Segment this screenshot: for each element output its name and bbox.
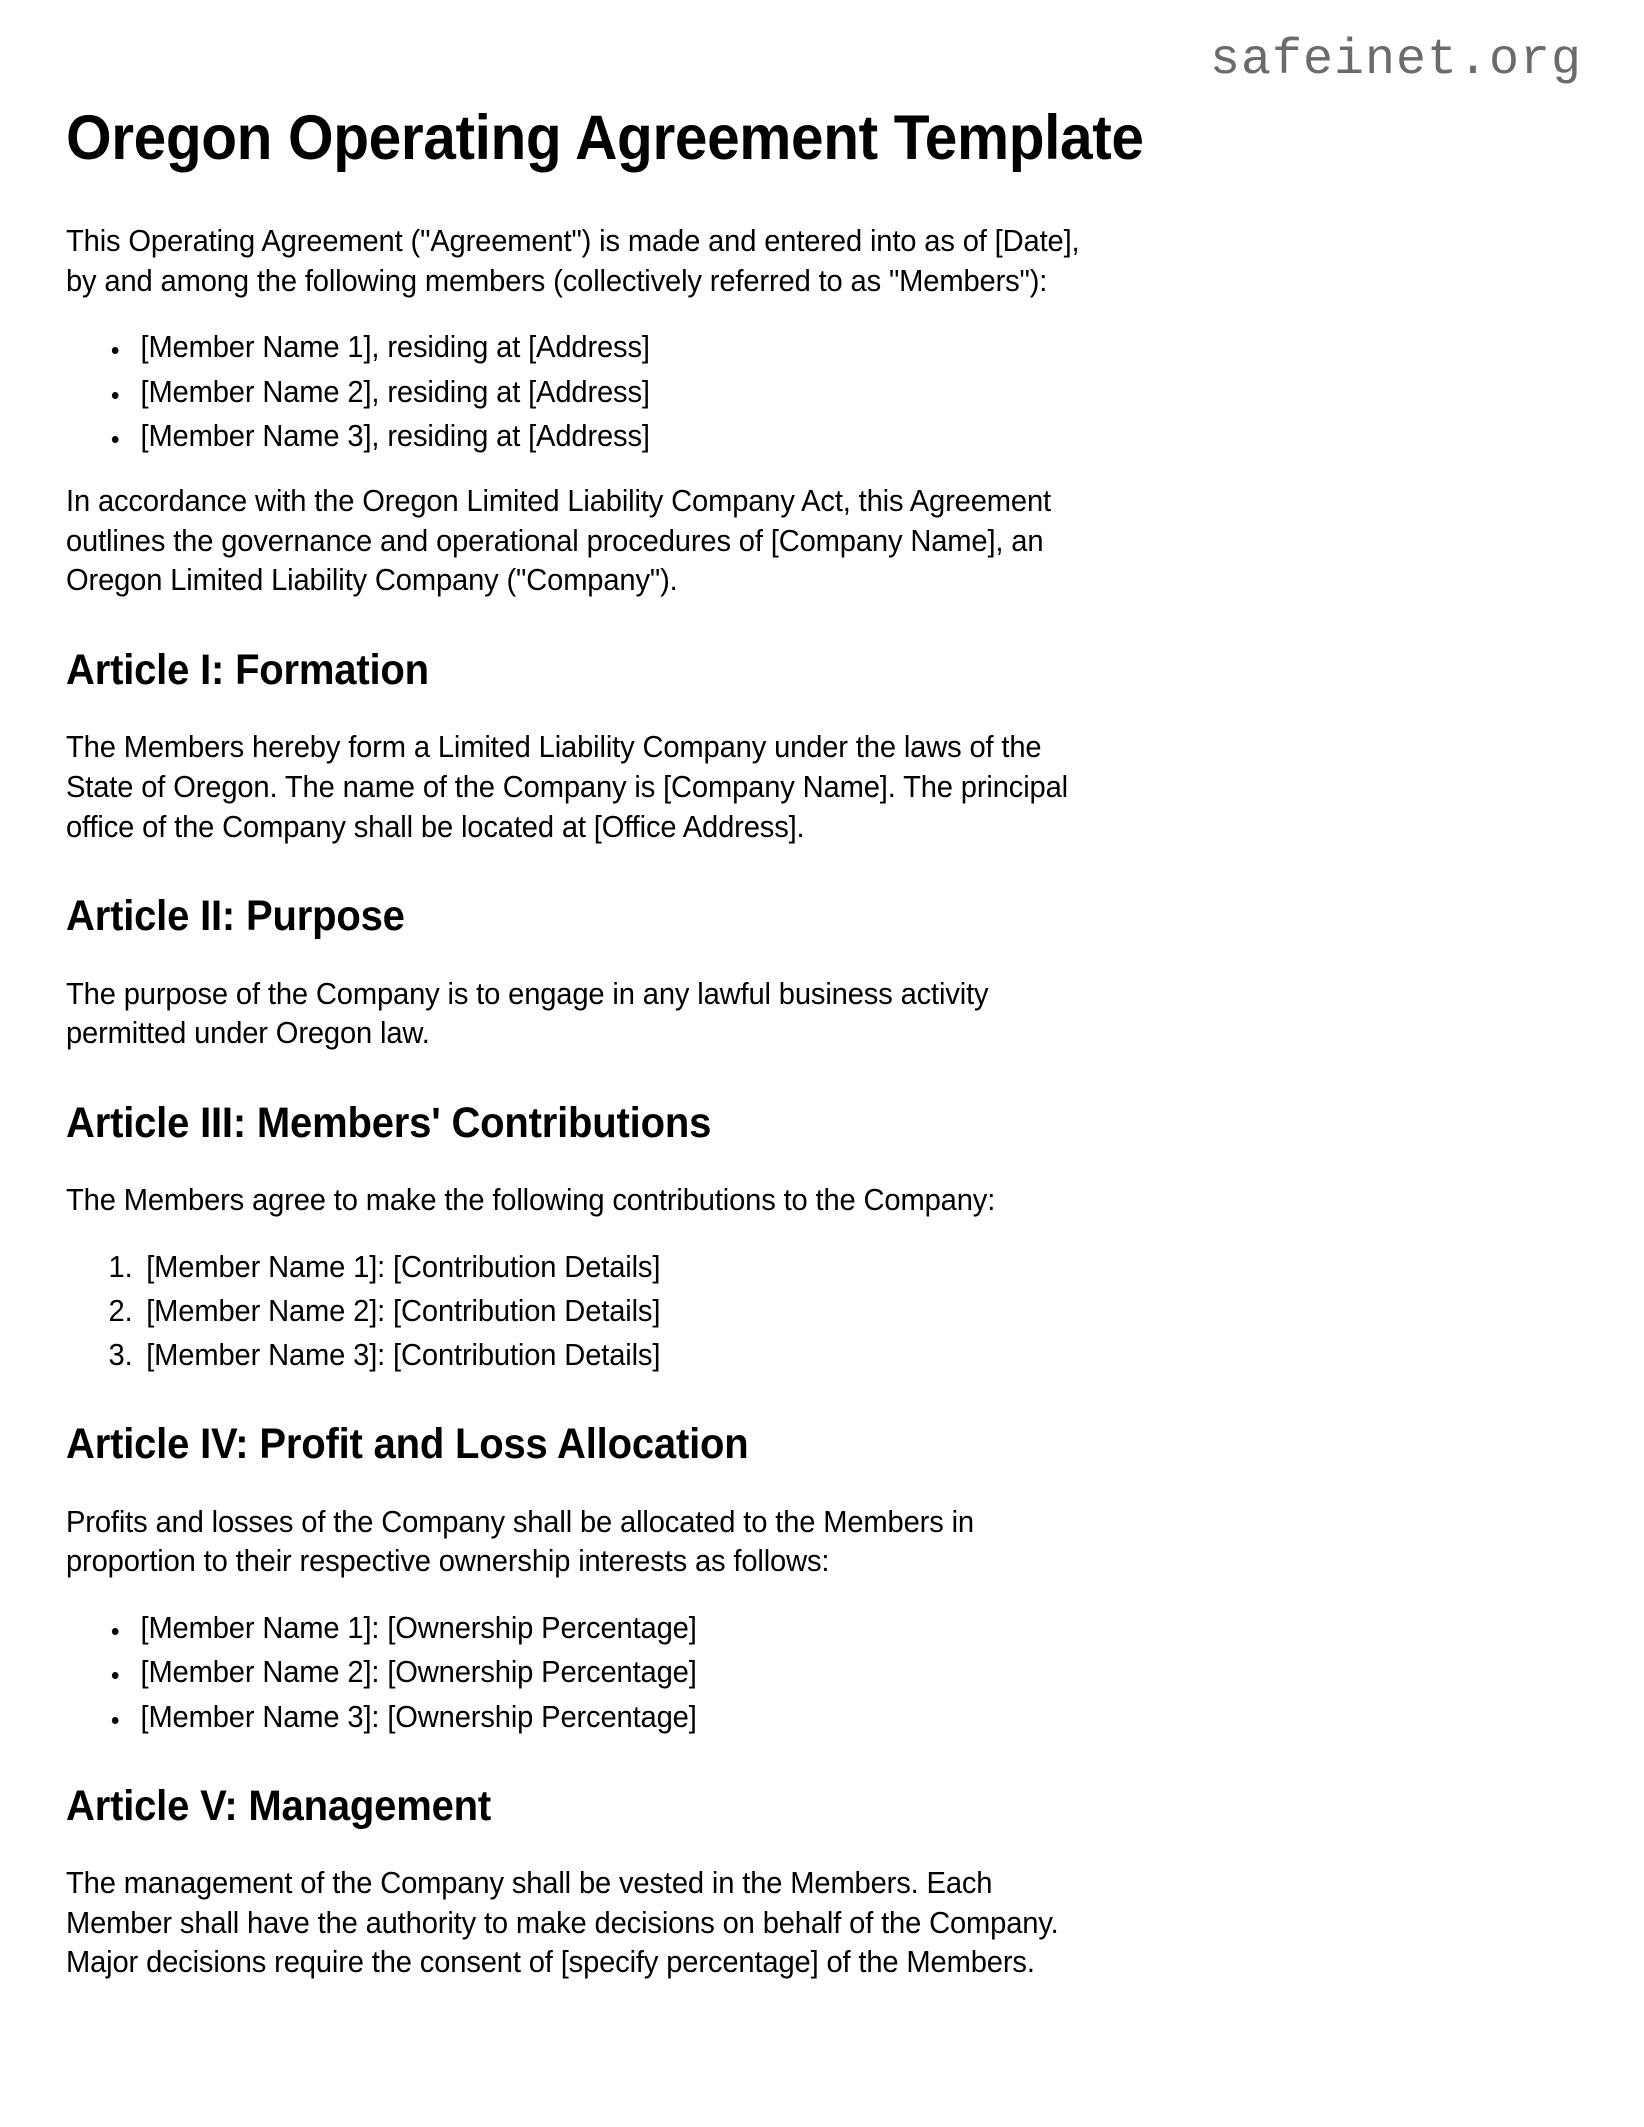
list-item: • [Member Name 2]: [Ownership Percentage] bbox=[131, 1652, 1103, 1692]
article-heading-iii: Article III: Members' Contributions bbox=[66, 1098, 712, 1147]
article-body-iv: Profits and losses of the Company shall be allocated to the Members in proportion to their respective ownership interests as follows: bbox=[66, 1504, 974, 1579]
list-item: 3. [Member Name 3]: [Contribution Details] bbox=[140, 1335, 1103, 1375]
list-item: • [Member Name 1], residing at [Address] bbox=[131, 327, 1103, 367]
document-content bbox=[66, 104, 1152, 2009]
article-heading-ii: Article II: Purpose bbox=[66, 892, 405, 941]
accordance-paragraph: In accordance with the Oregon Limited Liability Company Act, this Agreement outlines the governance and operational procedures of [Company Name], an Oregon Limited Liability Company ("Company"). bbox=[66, 484, 1051, 598]
article-heading-iv: Article IV: Profit and Loss Allocation bbox=[66, 1420, 749, 1469]
article-heading-i: Article I: Formation bbox=[66, 645, 429, 694]
site-watermark: safeinet.org bbox=[1209, 32, 1582, 89]
contributions-list bbox=[66, 1247, 1103, 1376]
members-list bbox=[66, 327, 1103, 456]
list-item: • [Member Name 2], residing at [Address] bbox=[131, 372, 1103, 412]
article-heading-v: Article V: Management bbox=[66, 1781, 491, 1830]
article-body-i: The Members hereby form a Limited Liability Company under the laws of the State of Oregon. The name of the Company is [Company Name]. The principal office of the Company shall be located at [Office Address]. bbox=[66, 730, 1068, 844]
list-item: • [Member Name 1]: [Ownership Percentage] bbox=[131, 1608, 1103, 1648]
list-item: 1. [Member Name 1]: [Contribution Details] bbox=[140, 1247, 1103, 1287]
article-body-v: The management of the Company shall be vested in the Members. Each Member shall have the authority to make decisions on behalf of the Company. Major decisions require the consent of [specify percentage] of the Members. bbox=[66, 1866, 1059, 1980]
page-title: Oregon Operating Agreement Template bbox=[66, 103, 1144, 173]
list-item: • [Member Name 3]: [Ownership Percentage] bbox=[131, 1697, 1103, 1737]
article-body-iii: The Members agree to make the following contributions to the Company: bbox=[66, 1183, 996, 1218]
list-item: 2. [Member Name 2]: [Contribution Details] bbox=[140, 1291, 1103, 1331]
intro-paragraph: This Operating Agreement ("Agreement") is made and entered into as of [Date], by and among the following members (collectively referred to as "Members"): bbox=[66, 224, 1080, 298]
list-item: • [Member Name 3], residing at [Address] bbox=[131, 416, 1103, 456]
ownership-list bbox=[66, 1608, 1103, 1737]
article-body-ii: The purpose of the Company is to engage in any lawful business activity permitted under Oregon law. bbox=[66, 976, 989, 1051]
